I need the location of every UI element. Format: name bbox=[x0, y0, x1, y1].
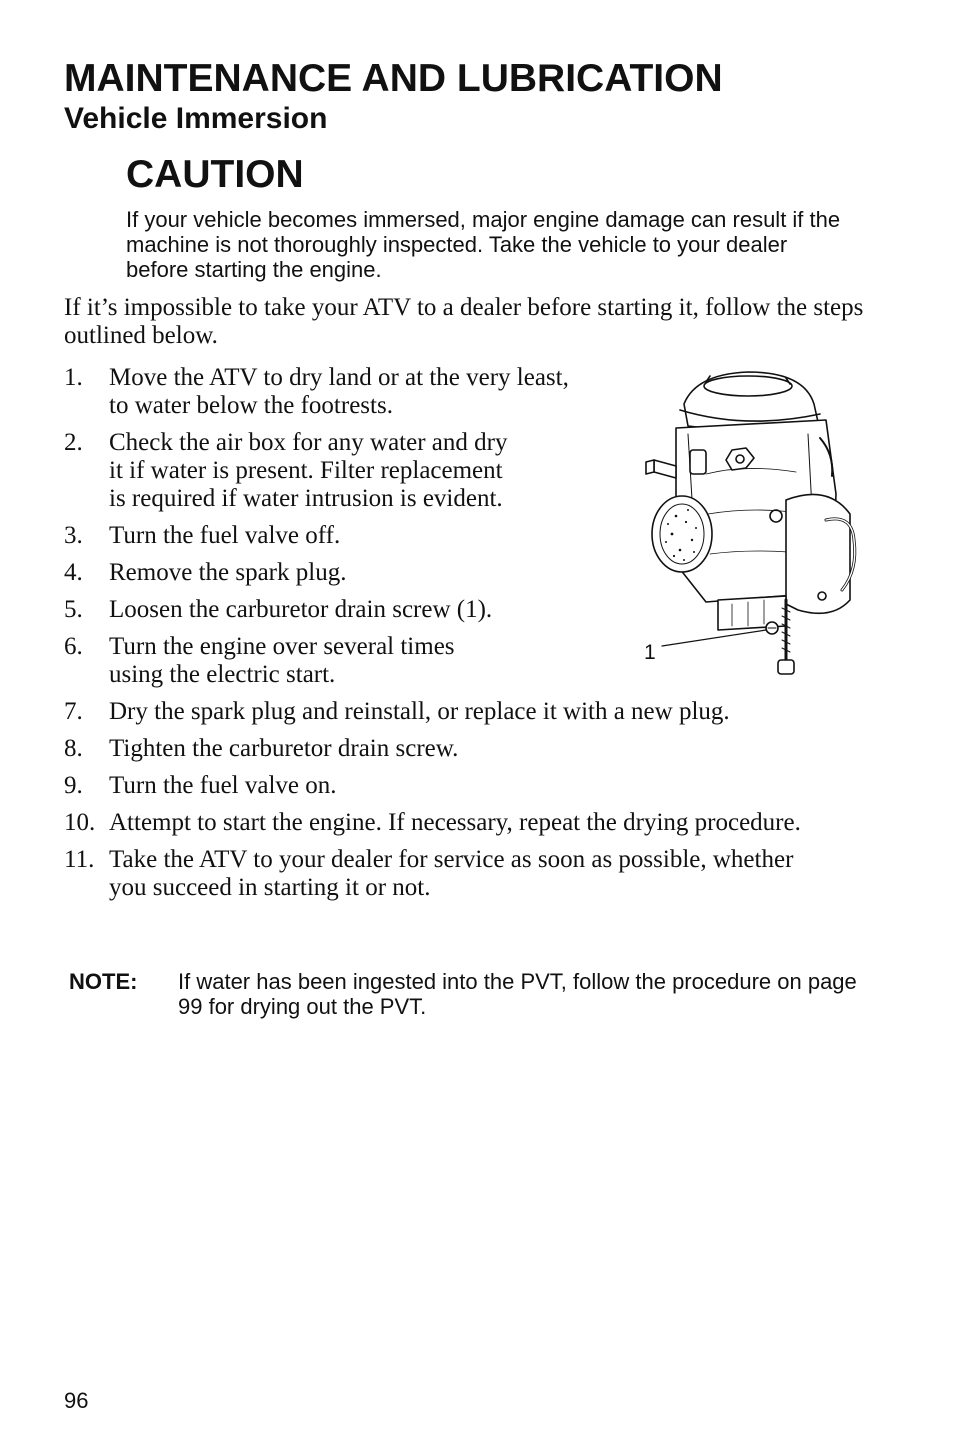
step-text: Check the air box for any water and dry it if water is present. Filter replacement is required if water intrusion is evident. bbox=[109, 429, 508, 512]
caution-text: If your vehicle becomes immersed, major engine damage can result if the machine is not thoroughly inspected. Take the vehicle to your dealer before starting the engine. bbox=[126, 207, 841, 282]
step-number: 8. bbox=[64, 735, 83, 762]
step-number: 10. bbox=[64, 809, 96, 836]
step-number: 11. bbox=[64, 846, 95, 873]
list-item bbox=[64, 772, 864, 800]
step-number: 2. bbox=[64, 429, 83, 456]
step-text: Move the ATV to dry land or at the very least, to water below the footrests. bbox=[109, 364, 569, 419]
step-text: Take the ATV to your dealer for service as soon as possible, whether you succeed in starting it or not. bbox=[109, 846, 794, 901]
list-item bbox=[64, 809, 864, 837]
step-text: Attempt to start the engine. If necessary, repeat the drying procedure. bbox=[109, 809, 801, 836]
step-number: 3. bbox=[64, 522, 83, 549]
figure-callout-1: 1 bbox=[644, 641, 656, 664]
page-number: 96 bbox=[64, 1388, 89, 1413]
step-number: 4. bbox=[64, 559, 83, 586]
list-item bbox=[64, 735, 864, 763]
list-item bbox=[64, 698, 864, 726]
step-text: Turn the engine over several times using the electric start. bbox=[109, 633, 455, 688]
step-text: Tighten the carburetor drain screw. bbox=[109, 735, 459, 762]
step-number: 1. bbox=[64, 364, 83, 391]
step-number: 5. bbox=[64, 596, 83, 623]
carburetor-illustration bbox=[636, 364, 872, 684]
step-number: 6. bbox=[64, 633, 83, 660]
step-number: 9. bbox=[64, 772, 83, 799]
step-text: Dry the spark plug and reinstall, or replace it with a new plug. bbox=[109, 698, 730, 725]
step-text: Turn the fuel valve off. bbox=[109, 522, 341, 549]
step-text: Loosen the carburetor drain screw (1). bbox=[109, 596, 493, 623]
caution-title: CAUTION bbox=[126, 153, 304, 196]
intro-paragraph: If it’s impossible to take your ATV to a dealer before starting it, follow the steps outlined below. bbox=[64, 294, 864, 349]
list-item bbox=[64, 846, 864, 902]
step-text: Turn the fuel valve on. bbox=[109, 772, 337, 799]
subsection-title: Vehicle Immersion bbox=[64, 102, 328, 135]
section-title: MAINTENANCE AND LUBRICATION bbox=[64, 57, 723, 100]
step-text: Remove the spark plug. bbox=[109, 559, 347, 586]
note-label: NOTE: bbox=[69, 969, 138, 994]
note-text: If water has been ingested into the PVT, follow the procedure on page 99 for drying out the PVT. bbox=[178, 969, 857, 1019]
step-number: 7. bbox=[64, 698, 83, 725]
